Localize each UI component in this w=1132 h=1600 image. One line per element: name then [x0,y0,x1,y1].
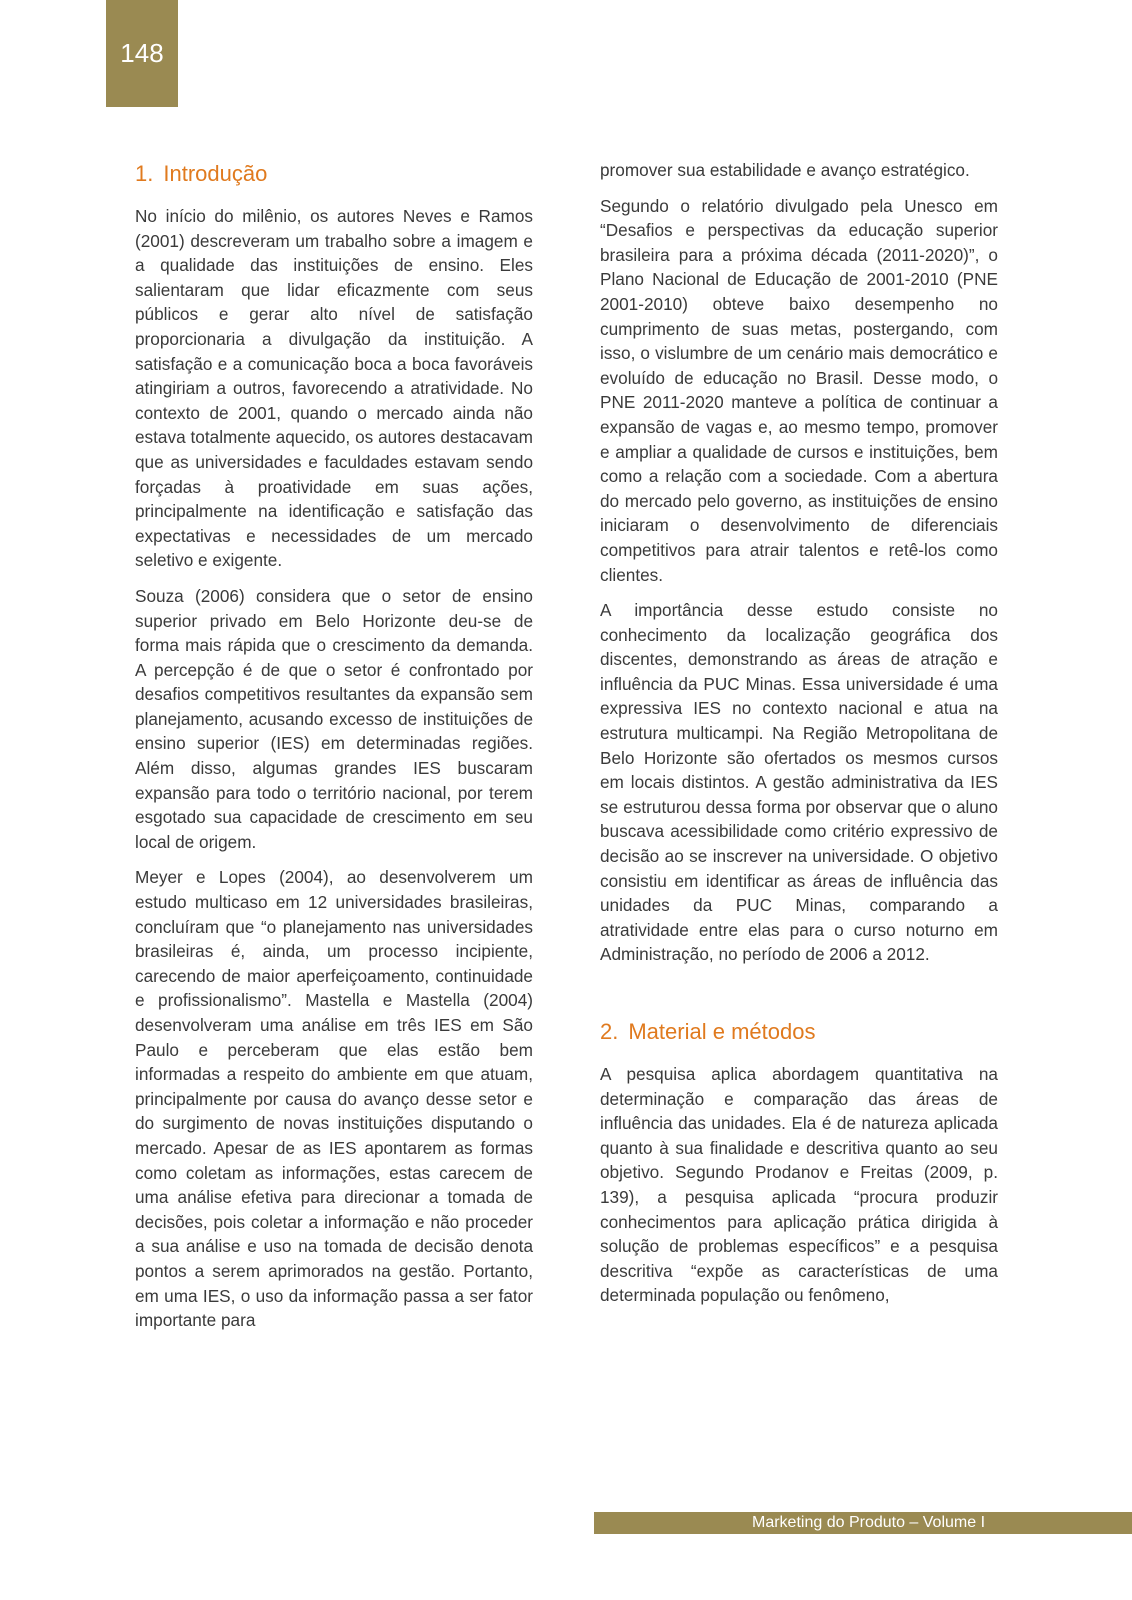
page-number: 148 [120,38,164,68]
paragraph: Souza (2006) considera que o setor de ensino superior privado em Belo Horizonte deu-se de forma mais rápida que o crescimento da demanda. A percepção é de que o setor é confrontado por desafios competitivos resultantes da expansão sem planejamento, acusando excesso de instituições de ensino superior (IES) em determinadas regiões. Além disso, algumas grandes IES buscaram expansão para todo o território nacional, por terem esgotado sua capacidade de crescimento em seu local de origem. [135,585,533,852]
section-title: Introdução [163,161,268,186]
left-column [135,158,533,1344]
paragraph: promover sua estabilidade e avanço estratégico. [600,160,970,180]
footer-title: Marketing do Produto – Volume I [752,1514,986,1531]
paragraph: A importância desse estudo consiste no conhecimento da localização geográfica dos discentes, demonstrando as áreas de atração e influência da PUC Minas. Essa universidade é uma expressiva IES no contexto nacional e atua na estrutura multicampi. Na Região Metropolitana de Belo Horizonte são ofertados os mesmos cursos em locais distintos. A gestão administrativa da IES se estruturou dessa forma por observar que o aluno buscava acessibilidade como critério expressivo de decisão ao se inscrever na universidade. O objetivo consistiu em identificar as áreas de influência das unidades da PUC Minas, comparando a atratividade entre elas para o curso noturno em Administração, no período de 2006 a 2012. [600,600,998,965]
paragraph: Segundo o relatório divulgado pela Unesco em “Desafios e perspectivas da educação superior brasileira para a próxima década (2011-2020)”, o Plano Nacional de Educação de 2001-2010 (PNE 2001-2010) obteve baixo desempenho no cumprimento de suas metas, postergando, com isso, o vislumbre de um cenário mais democrático e evoluído de educação no Brasil. Desse modo, o PNE 2011-2020 manteve a política de continuar a expansão de vagas e, ao mesmo tempo, promover e ampliar a qualidade de cursos e instituições, bem como a relação com a sociedade. Com a abertura do mercado pelo governo, as instituições de ensino iniciaram o desenvolvimento de diferenciais competitivos para atrair talentos e retê-los como clientes. [600,195,998,585]
section-number: 2. [600,1019,619,1044]
page-number-tab [106,0,178,107]
section-heading-material-metodos [600,1016,998,1048]
paragraph: Meyer e Lopes (2004), ao desenvolverem um estudo multicaso em 12 universidades brasileiras, concluíram que “o planejamento nas universidades brasileiras é, ainda, um processo incipiente, carecendo de maior aperfeiçoamento, continuidade e profissionalismo”. Mastella e Mastella (2004) desenvolveram uma análise em três IES em São Paulo e perceberam que elas estão bem informadas a respeito do ambiente em que atuam, principalmente por causa do avanço desse setor e do surgimento de novas instituições disputando o mercado. Apesar de as IES apontarem as formas como coletam as informações, estas carecem de uma análise efetiva para direcionar a tomada de decisões, pois coletar a informação e não proceder a sua análise e uso na tomada de decisão denota pontos a serem aprimorados na gestão. Portanto, em uma IES, o uso da informação passa a ser fator importante para [135,867,533,1331]
section-spacer [600,978,998,1016]
section-number: 1. [135,161,154,186]
section-title: Material e métodos [628,1019,816,1044]
paragraph: No início do milênio, os autores Neves e Ramos (2001) descreveram um trabalho sobre a imagem e a qualidade das instituições de ensino. Eles salientaram que lidar eficazmente com seus públicos e gerar alto nível de satisfação proporcionaria a divulgação da instituição. A satisfação e a comunicação boca a boca favoráveis atingiriam a outros, favorecendo a atratividade. No contexto de 2001, quando o mercado ainda não estava totalmente aquecido, os autores destacavam que as universidades e faculdades estavam sendo forçadas à proatividade em suas ações, principalmente na identificação e satisfação das expectativas e necessidades de um mercado seletivo e exigente. [135,206,533,571]
paragraph: A pesquisa aplica abordagem quantitativa na determinação e comparação das áreas de influência das unidades. Ela é de natureza aplicada quanto à sua finalidade e descritiva quanto ao seu objetivo. Segundo Prodanov e Freitas (2009, p. 139), a pesquisa aplicada “procura produzir conhecimentos para aplicação prática dirigida à solução de problemas específicos” e a pesquisa descritiva “expõe as características de uma determinada população ou fenômeno, [600,1064,998,1306]
right-column [600,158,998,1319]
section-heading-introducao [135,158,533,190]
footer-bar [594,1512,1132,1534]
